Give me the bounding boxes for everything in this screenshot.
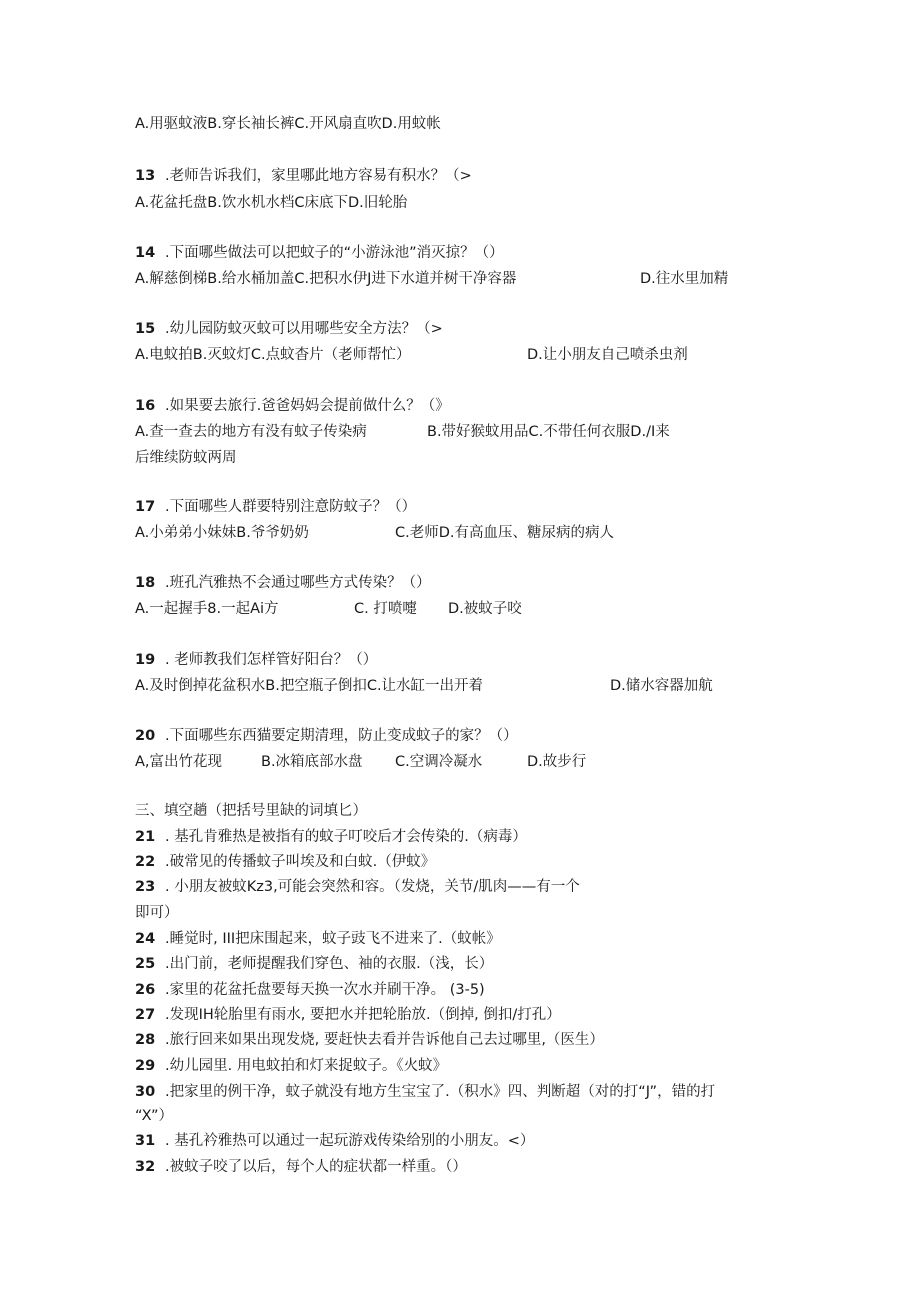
q12-options: A.用驱蚊液B.穿长袖长裤C.开风扇直吹D.用蚊帐 bbox=[135, 116, 441, 132]
question-number: 19 bbox=[135, 652, 156, 668]
question-19 bbox=[135, 650, 377, 670]
fill-25 bbox=[135, 954, 493, 974]
question-20-option-c: C.空调冷凝水 bbox=[395, 754, 483, 770]
question-number: 25 bbox=[135, 956, 156, 972]
question-number: 32 bbox=[135, 1159, 156, 1175]
question-text: .下面哪些东西猫要定期清理，防止变成蚊子的家？（） bbox=[165, 728, 518, 744]
question-17 bbox=[135, 497, 416, 517]
question-18-option-c: C. 打喷嚏 bbox=[354, 601, 417, 617]
fill-21 bbox=[135, 827, 527, 847]
question-text: .幼儿园防蚊灭蚊可以用哪些安全方法？（> bbox=[165, 321, 443, 337]
question-number: 16 bbox=[135, 398, 156, 414]
question-text: .如果要去旅行.爸爸妈妈会提前做什么？（》 bbox=[165, 398, 450, 414]
question-14-option-d: D.往水里加精 bbox=[640, 271, 729, 287]
question-text: .幼儿园里. 用电蚊拍和灯来捉蚊子。《火蚊》 bbox=[165, 1058, 448, 1074]
question-text: .下面哪些人群要特别注意防蚊子？（） bbox=[165, 499, 417, 515]
judge-32 bbox=[135, 1157, 467, 1177]
fill-26 bbox=[135, 980, 485, 1000]
question-number: 31 bbox=[135, 1133, 156, 1149]
question-16-continued: 后维续防蚊两周 bbox=[135, 450, 237, 466]
fill-23-continued: 即可） bbox=[135, 905, 179, 921]
question-text: .出门前，老师提醒我们穿色、袖的衣服.（浅，长） bbox=[165, 956, 494, 972]
question-text: .被蚊子咬了以后，每个人的症状都一样重。（） bbox=[165, 1159, 467, 1175]
question-15-option-d: D.让小朋友自己喷杀虫剂 bbox=[527, 347, 688, 363]
question-number: 15 bbox=[135, 321, 156, 337]
question-16 bbox=[135, 396, 450, 416]
question-text: .旅行回来如果出现发烧, 要赶快去看并告诉他自己去过哪里,（医生） bbox=[165, 1032, 604, 1048]
question-number: 23 bbox=[135, 879, 156, 895]
fill-27 bbox=[135, 1005, 561, 1025]
question-text: . 老师教我们怎样管好阳台？（） bbox=[165, 652, 378, 668]
question-20-option-a: A,富出竹花现 bbox=[135, 754, 223, 770]
question-text: .班孔汽雅热不会通过哪些方式传染？（） bbox=[165, 575, 431, 591]
question-text: .家里的花盆托盘要每天换一次水并刷干净。 (3-5) bbox=[165, 982, 485, 998]
question-number: 21 bbox=[135, 829, 156, 845]
question-number: 26 bbox=[135, 982, 156, 998]
question-19-option-d: D.储水容器加航 bbox=[610, 678, 713, 694]
question-18-option-d: D.被蚊子咬 bbox=[448, 601, 522, 617]
question-14-options: A.解慈倒梯B.给水桶加盖C.把积水伊J进下水道并树干净容器 bbox=[135, 271, 517, 287]
question-number: 30 bbox=[135, 1084, 156, 1100]
question-20-option-b: B.冰箱底部水盘 bbox=[261, 754, 363, 770]
question-text: .睡觉时, III把床围起来，蚊子豉飞不进来了.（蚊帐》 bbox=[165, 931, 501, 947]
question-20-option-d: D.故步行 bbox=[527, 754, 587, 770]
question-number: 13 bbox=[135, 168, 156, 184]
question-17-options-cd: C.老师D.有高血压、糖尿病的病人 bbox=[395, 525, 615, 541]
question-text: .把家里的例干净，蚊子就没有地方生宝宝了.（积水》四、判断超（对的打“J”，错的打 bbox=[165, 1084, 716, 1100]
fill-23 bbox=[135, 877, 580, 897]
question-number: 17 bbox=[135, 499, 156, 515]
question-20 bbox=[135, 726, 518, 746]
question-15-options: A.电蚊拍B.灭蚊灯C.点蚊杳片（老师帮忙） bbox=[135, 347, 411, 363]
question-text: .下面哪些做法可以把蚊子的“小游泳池”消灭掠？（） bbox=[165, 245, 504, 261]
question-number: 29 bbox=[135, 1058, 156, 1074]
question-18-options-ab: A.一起握手8.一起Ai方 bbox=[135, 601, 279, 617]
question-15 bbox=[135, 319, 443, 339]
question-13-options: A.花盆托盘B.饮水机水档C床底下D.旧轮胎 bbox=[135, 195, 408, 211]
question-number: 14 bbox=[135, 245, 156, 261]
question-16-options-bcd: B.带好猴蚊用品C.不带任何衣服D./I来 bbox=[427, 424, 670, 440]
section-3-title: 三、填空趟（把括号里缺的词填匕） bbox=[135, 803, 367, 819]
question-13 bbox=[135, 166, 472, 186]
question-number: 24 bbox=[135, 931, 156, 947]
question-number: 20 bbox=[135, 728, 156, 744]
question-text: .发现IH轮胎里有雨水, 要把水并把轮胎放.（倒掉, 倒扣/打孔） bbox=[165, 1007, 561, 1023]
fill-28 bbox=[135, 1030, 604, 1050]
question-number: 22 bbox=[135, 854, 156, 870]
question-number: 18 bbox=[135, 575, 156, 591]
question-text: . 基孔肯雅热是被指有的蚊子叮咬后才会传染的.（病毒） bbox=[165, 829, 527, 845]
question-text: .老师告诉我们，家里哪此地方容易有积水？（> bbox=[165, 168, 472, 184]
question-text: . 小朋友被蚊Kz3,可能会突然和容。（发烧，关节/肌肉——有一个 bbox=[165, 879, 580, 895]
question-19-options-abc: A.及时倒掉花盆积水B.把空瓶子倒扣C.让水缸一出开着 bbox=[135, 678, 484, 694]
question-text: .破常见的传播蚊子叫埃及和白蚊.（伊蚊》 bbox=[165, 854, 436, 870]
fill-29 bbox=[135, 1056, 447, 1076]
question-text: . 基孔衿雅热可以通过一起玩游戏传染给别的小朋友。<） bbox=[165, 1133, 535, 1149]
judge-31 bbox=[135, 1131, 534, 1151]
fill-30-continued: “X”） bbox=[135, 1108, 174, 1124]
question-14 bbox=[135, 243, 504, 263]
question-17-options-ab: A.小弟弟小妹妹B.爷爷奶奶 bbox=[135, 525, 309, 541]
question-16-option-a: A.查一查去的地方有没有蚊子传染病 bbox=[135, 424, 367, 440]
fill-30 bbox=[135, 1082, 715, 1102]
question-18 bbox=[135, 573, 431, 593]
question-number: 27 bbox=[135, 1007, 156, 1023]
fill-24 bbox=[135, 929, 501, 949]
fill-22 bbox=[135, 852, 435, 872]
question-number: 28 bbox=[135, 1032, 156, 1048]
